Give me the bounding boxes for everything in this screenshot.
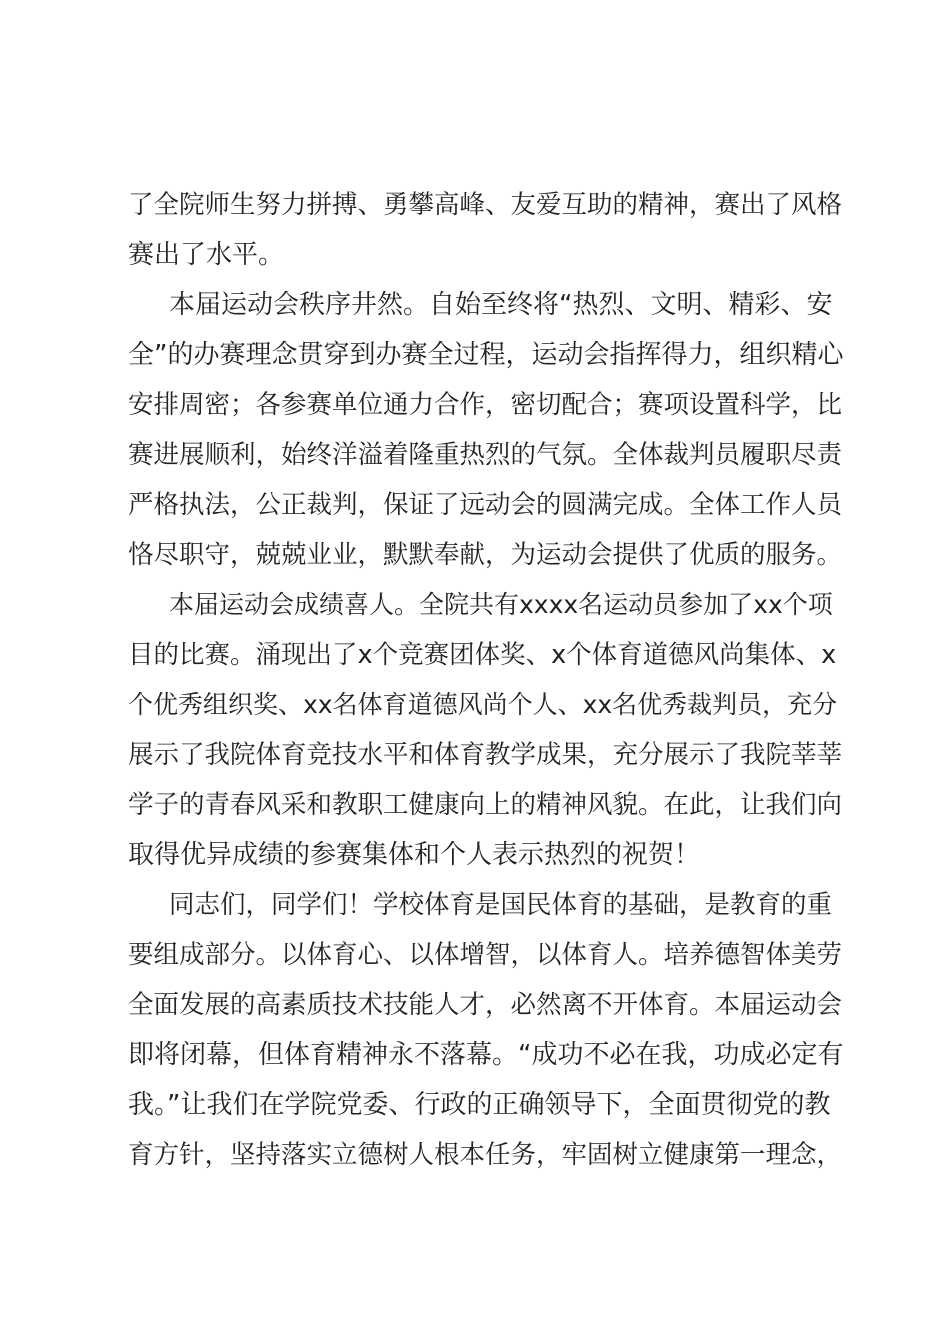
paragraph-2 xyxy=(128,280,843,580)
text-line: 安排周密；各参赛单位通力合作，密切配合；赛项设置科学，比 xyxy=(128,390,843,420)
text-line: 个优秀组织奖、xx名体育道德风尚个人、xx名优秀裁判员，充分 xyxy=(128,690,838,719)
text-line: 严格执法，公正裁判，保证了远动会的圆满完成。全体工作人员 xyxy=(128,490,843,520)
text-line: 取得优异成绩的参赛集体和个人表示热烈的祝贺！ xyxy=(128,840,701,870)
text-line: 展示了我院体育竞技水平和体育教学成果，充分展示了我院莘莘 xyxy=(128,740,843,770)
text-line: 本届运动会成绩喜人。全院共有xxxx名运动员参加了xx个项 xyxy=(169,590,833,619)
paragraph-4 xyxy=(128,880,843,1180)
text-line: 了全院师生努力拼搏、勇攀高峰、友爱互助的精神，赛出了风格 xyxy=(128,190,843,220)
text-line: 赛出了水平。 xyxy=(128,240,285,270)
text-line: 学子的青春风采和教职工健康向上的精神风貌。在此，让我们向 xyxy=(128,790,843,820)
text-line: 即将闭幕，但体育精神永不落幕。“成功不必在我，功成必定有 xyxy=(128,1040,844,1070)
document-body xyxy=(128,180,843,1180)
text-line: 本届运动会秩序井然。自始至终将“热烈、文明、精彩、安 xyxy=(169,290,833,320)
text-line: 我。”让我们在学院党委、行政的正确领导下，全面贯彻党的教 xyxy=(128,1090,831,1120)
text-line: 育方针，坚持落实立德树人根本任务，牢固树立健康第一理念， xyxy=(128,1140,843,1170)
text-line: 恪尽职守，兢兢业业，默默奉献，为运动会提供了优质的服务。 xyxy=(128,540,843,570)
text-line: 全面发展的高素质技术技能人才，必然离不开体育。本届运动会 xyxy=(128,990,843,1020)
paragraph-3 xyxy=(128,580,843,880)
paragraph-1 xyxy=(128,180,843,280)
text-line: 赛进展顺利，始终洋溢着隆重热烈的气氛。全体裁判员履职尽责 xyxy=(128,440,843,470)
text-line: 目的比赛。涌现出了x个竞赛团体奖、x个体育道德风尚集体、x xyxy=(128,640,837,670)
text-line: 同志们，同学们！学校体育是国民体育的基础，是教育的重 xyxy=(169,890,833,920)
text-line: 要组成部分。以体育心、以体增智，以体育人。培养德智体美劳 xyxy=(128,940,843,970)
text-line: 全”的办赛理念贯穿到办赛全过程，运动会指挥得力，组织精心 xyxy=(128,340,844,370)
